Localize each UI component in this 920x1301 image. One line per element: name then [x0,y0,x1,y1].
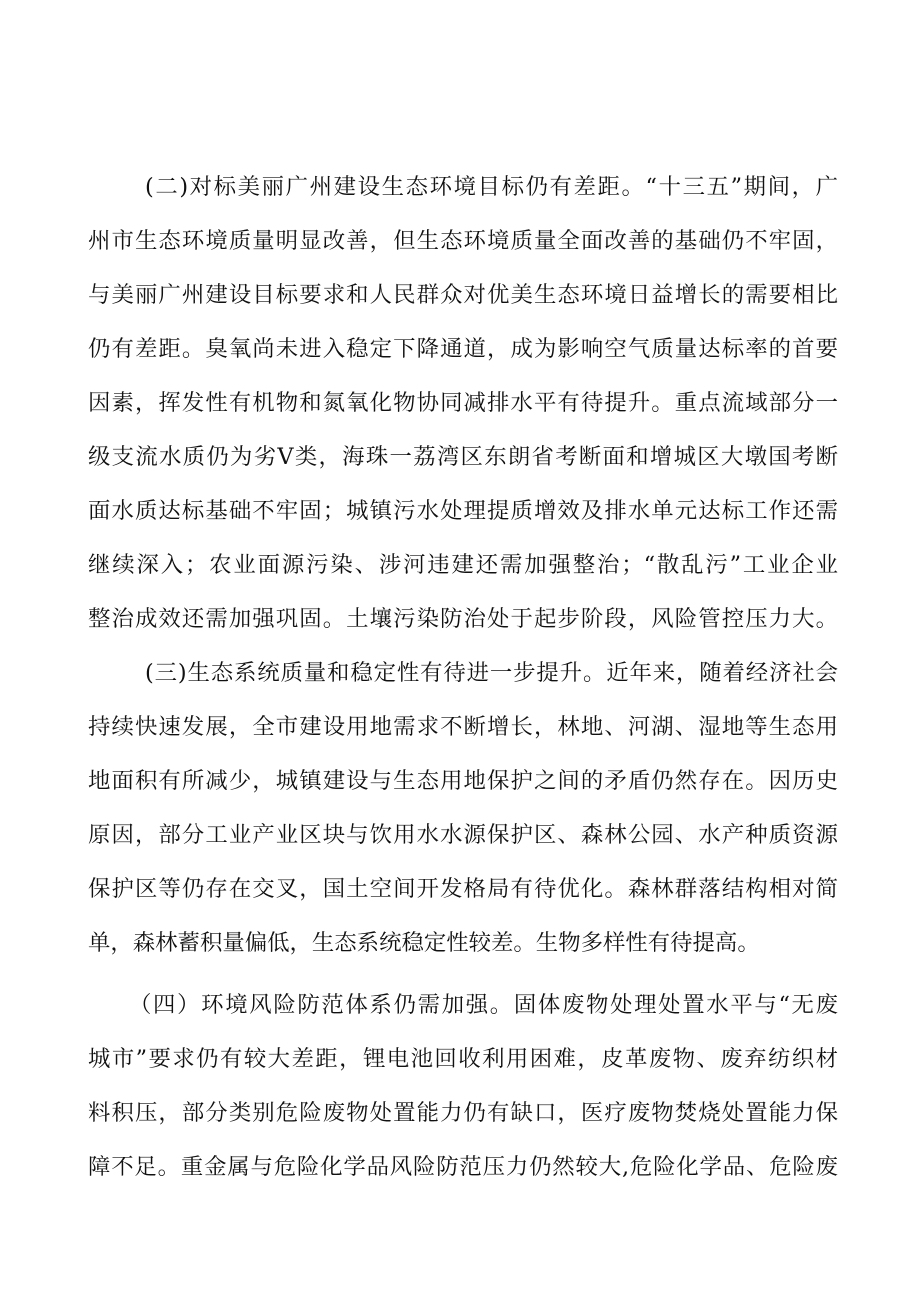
text-line: （四）环境风险防范体系仍需加强。固体废物处理处置水平与“无废 [129,992,838,1018]
text-line: 仍有差距。臭氧尚未进入稳定下降通道，成为影响空气质量达标率的首要 [88,336,838,362]
text-line: 与美丽广州建设目标要求和人民群众对优美生态环境日益增长的需要相比 [88,282,838,308]
text-line: (三)生态系统质量和稳定性有待进一步提升。近年来，随着经济社会 [145,660,838,686]
text-line: 单，森林蓄积量偏低，生态系统稳定性较差。生物多样性有待提高。 [88,930,760,956]
text-line: 继续深入；农业面源污染、涉河违建还需加强整治；“散乱污”工业企业 [88,552,838,578]
text-line: (二)对标美丽广州建设生态环境目标仍有差距。“十三五”期间，广 [145,174,838,200]
text-line: 级支流水质仍为劣Ⅴ类，海珠一荔湾区东朗省考断面和增城区大墩国考断 [88,444,838,470]
text-line: 城市”要求仍有较大差距，锂电池回收利用困难，皮革废物、废弃纺织材 [88,1046,838,1072]
text-line: 料积压，部分类别危险废物处置能力仍有缺口，医疗废物焚烧处置能力保 [88,1100,838,1126]
text-line: 保护区等仍存在交叉，国土空间开发格局有待优化。森林群落结构相对简 [88,876,838,902]
text-line: 整治成效还需加强巩固。土壤污染防治处于起步阶段，风险管控压力大。 [88,606,838,632]
text-line: 原因，部分工业产业区块与饮用水水源保护区、森林公园、水产种质资源 [88,822,838,848]
text-line: 障不足。重金属与危险化学品风险防范压力仍然较大,危险化学品、危险废 [88,1154,838,1180]
text-line: 因素，挥发性有机物和氮氧化物协同减排水平有待提升。重点流域部分一 [88,390,838,416]
text-line: 面水质达标基础不牢固；城镇污水处理提质增效及排水单元达标工作还需 [88,498,838,524]
text-line: 州市生态环境质量明显改善，但生态环境质量全面改善的基础仍不牢固， [88,228,838,254]
text-line: 持续快速发展，全市建设用地需求不断增长，林地、河湖、湿地等生态用 [88,714,838,740]
text-line: 地面积有所减少，城镇建设与生态用地保护之间的矛盾仍然存在。因历史 [88,768,838,794]
